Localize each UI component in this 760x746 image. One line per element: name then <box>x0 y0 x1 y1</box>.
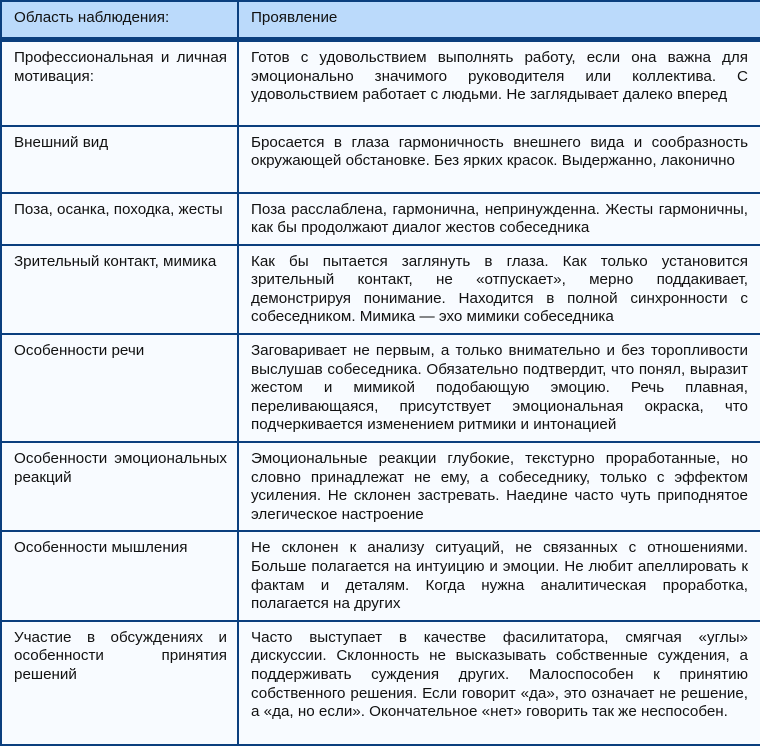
cell-area: Профессиональная и личная мотивация: <box>1 40 238 126</box>
table-row <box>1 531 760 620</box>
cell-area: Внешний вид <box>1 126 238 193</box>
cell-manifestation: Заговаривает не первым, а только внимательно и без торопливости выслушав собеседника. Обязательно подтвердит, что понял, выразит жестом и мимикой подобающую эмоцию. Речь плавная, переливающаяся, присутствует эмоциональная окраска, что подчеркивается изменением ритмики и интонацией <box>238 334 760 442</box>
table-row <box>1 245 760 334</box>
cell-area: Особенности речи <box>1 334 238 442</box>
table-row <box>1 334 760 442</box>
table-row <box>1 621 760 745</box>
cell-manifestation: Эмоциональные реакции глубокие, текстурно проработанные, но словно принадлежат не ему, а собеседнику, только с эффектом усиления. Не склонен застревать. Наедине часто чуть приподнятое элегическое настроение <box>238 442 760 531</box>
table-row <box>1 442 760 531</box>
cell-manifestation: Часто выступает в качестве фасилитатора, смягчая «углы» дискуссии. Склонность не высказывать собственные суждения, а поддерживать суждения других. Малоспособен к принятию собственного решения. Если говорит «да», это означает не решение, а «да, но если». Окончательное «нет» говорить так же неспособен. <box>238 621 760 745</box>
table-header-row <box>1 1 760 40</box>
cell-area: Особенности мышления <box>1 531 238 620</box>
cell-manifestation: Поза расслаблена, гармонична, непринужденна. Жесты гармоничны, как бы продолжают диалог жестов собеседника <box>238 193 760 245</box>
header-manifestation: Проявление <box>238 1 760 40</box>
table-row <box>1 193 760 245</box>
cell-area: Зрительный контакт, мимика <box>1 245 238 334</box>
cell-manifestation: Бросается в глаза гармоничность внешнего вида и сообразность окружающей обстановке. Без ярких красок. Выдержанно, лаконично <box>238 126 760 193</box>
table-row <box>1 126 760 193</box>
cell-area: Особенности эмоциональных реакций <box>1 442 238 531</box>
cell-area: Поза, осанка, походка, жесты <box>1 193 238 245</box>
table-row <box>1 40 760 126</box>
cell-manifestation: Не склонен к анализу ситуаций, не связанных с отношениями. Больше полагается на интуицию и эмоции. Не любит апеллировать к фактам и деталям. Когда нужна аналитическая проработка, полагается на других <box>238 531 760 620</box>
cell-manifestation: Готов с удовольствием выполнять работу, если она важна для эмоционально значимого руководителя или коллектива. С удовольствием работает с людьми. Не заглядывает далеко вперед <box>238 40 760 126</box>
header-area: Область наблюдения: <box>1 1 238 40</box>
cell-manifestation: Как бы пытается заглянуть в глаза. Как только установится зрительный контакт, не «отпускает», мерно поддакивает, демонстрируя понимание. Находится в полной синхронности с собеседником. Мимика — эхо мимики собеседника <box>238 245 760 334</box>
cell-area: Участие в обсуждениях и особенности принятия решений <box>1 621 238 745</box>
